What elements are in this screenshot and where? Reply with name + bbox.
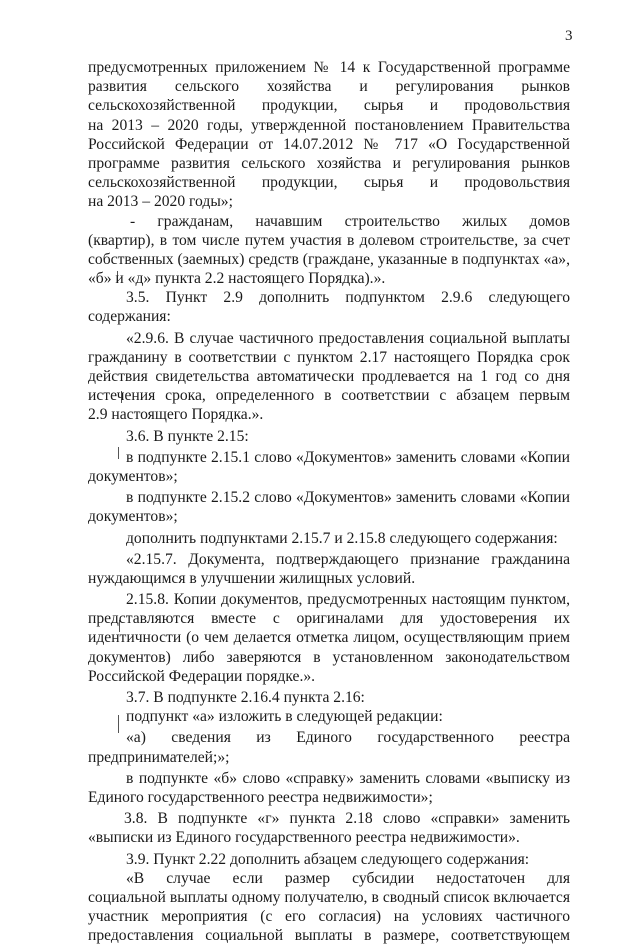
text-line: на 2013 – 2020 годы»; <box>88 193 233 211</box>
text-line: в подпункте 2.15.1 слово «Документов» заменить словами «Копии <box>126 448 570 466</box>
text-line: «выписки из Единого государственного реестра недвижимости». <box>88 829 520 847</box>
text-line: действия свидетельства автоматически продлевается на 1 год со дня <box>88 368 570 385</box>
page-number: 3 <box>565 28 573 44</box>
text-line: дополнить подпунктами 2.15.7 и 2.15.8 следующего содержания: <box>126 529 558 547</box>
text-line: Российской Федерации от 14.07.2012 № 717 «О Государственной <box>88 135 570 153</box>
text-line: представляются вместе с оригиналами для удостоверения их <box>88 610 570 628</box>
text-line: Единого государственного реестра недвижимости»; <box>88 788 433 806</box>
text-line: гражданину в соответствии с пунктом 2.17 настоящего Порядка срок <box>88 348 570 366</box>
text-line: социальной выплаты одному получателю, в сводный список включается <box>88 888 570 906</box>
text-line: документов»; <box>88 467 178 485</box>
text-line: 2.9 настоящего Порядка.». <box>88 406 264 424</box>
text-line: сельскохозяйственной продукции, сырья и продовольствия <box>88 174 570 192</box>
text-line: - гражданам, начавшим строительство жилых домов <box>130 212 570 230</box>
text-line: «б» и «д» пункта 2.2 настоящего Порядка).». <box>88 270 386 288</box>
text-line: (квартир), в том числе путем участия в долевом строительстве, за счет <box>88 231 570 249</box>
text-line: в подпункте 2.15.2 слово «Документов» заменить словами «Копии <box>126 489 570 507</box>
text-line: собственных (заемных) средств (граждане, указанные в подпунктах «а», <box>88 250 570 268</box>
text-line: 3.7. В подпункте 2.16.4 пункта 2.16: <box>126 689 365 706</box>
text-line: предпринимателей;»; <box>88 748 230 766</box>
text-line: Российской Федерации порядке.». <box>88 667 316 685</box>
text-line: «В случае если размер субсидии недостаточен для <box>126 869 570 887</box>
text-line: 3.5. Пункт 2.9 дополнить подпунктом 2.9.6 следующего <box>126 289 570 307</box>
text-line: нуждающимся в улучшении жилищных условий. <box>88 569 416 587</box>
text-line: содержания: <box>88 308 171 326</box>
text-line: документов) либо заверяются в установленном законодательством <box>88 648 570 666</box>
text-line: истечения срока, определенного в соответствии с абзацем первым <box>88 387 570 405</box>
text-line: участник мероприятия (с его согласия) на условиях частичного <box>88 908 570 926</box>
document-body <box>88 58 570 945</box>
text-line: развития сельского хозяйства и регулирования рынков <box>88 78 570 96</box>
text-line: 3.9. Пункт 2.22 дополнить абзацем следующего содержания: <box>126 850 530 868</box>
text-line: «2.15.7. Документа, подтверждающего признание гражданина <box>126 550 570 568</box>
text-line: 2.15.8. Копии документов, предусмотренных настоящим пунктом, <box>126 591 570 609</box>
text-line: подпункт «а» изложить в следующей редакции: <box>126 708 443 726</box>
text-line: предоставления социальной выплаты в размере, соответствующем <box>88 927 570 945</box>
text-line: на 2013 – 2020 годы, утвержденной постановлением Правительства <box>88 116 570 134</box>
text-line: «2.9.6. В случае частичного предоставления социальной выплаты <box>126 329 570 347</box>
text-line: 3.6. В пункте 2.15: <box>126 427 249 445</box>
text-line: «а) сведения из Единого государственного реестра <box>126 729 570 747</box>
text-line: предусмотренных приложением № 14 к Государственной программе <box>88 59 570 76</box>
text-line: 3.8. В подпункте «г» пункта 2.18 слово «справки» заменить <box>124 810 570 828</box>
text-line: идентичности (о чем делается отметка лицом, осуществляющим прием <box>88 629 570 647</box>
text-line: документов»; <box>88 508 178 526</box>
text-line: в подпункте «б» слово «справку» заменить словами «выписку из <box>126 769 570 787</box>
text-line: сельскохозяйственной продукции, сырья и продовольствия <box>88 97 570 115</box>
text-line: программе развития сельского хозяйства и регулирования рынков <box>88 154 570 172</box>
